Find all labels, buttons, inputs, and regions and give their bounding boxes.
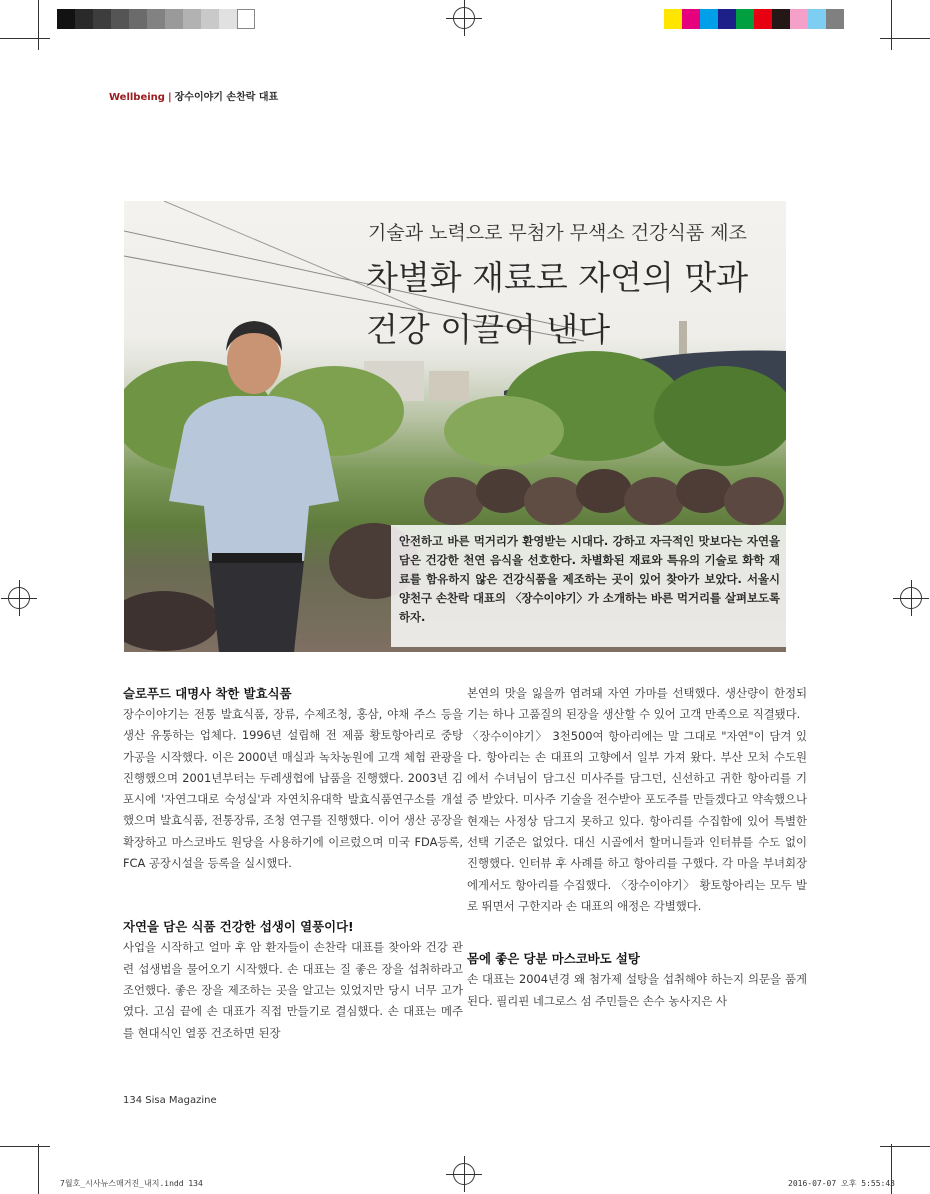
crop-mark: [38, 0, 39, 50]
color-swatch: [165, 9, 183, 29]
crop-mark: [880, 38, 930, 39]
color-swatch: [75, 9, 93, 29]
color-swatch: [129, 9, 147, 29]
color-swatch: [772, 9, 790, 29]
registration-mark: [453, 1163, 475, 1185]
color-swatch: [201, 9, 219, 29]
color-swatch: [736, 9, 754, 29]
print-slug-date: 2016-07-07 오후 5:55:43: [788, 1179, 895, 1188]
color-swatch: [682, 9, 700, 29]
header-subtitle: 장수이야기 손찬락 대표: [174, 92, 279, 103]
registration-mark: [453, 7, 475, 29]
header-separator: |: [167, 92, 172, 103]
article-title-line: 건강 이끌어 낸다: [366, 310, 611, 349]
section-heading: 자연을 담은 식품 건강한 섭생이 열풍이다!: [123, 919, 354, 935]
section-label: Wellbeing: [109, 92, 165, 103]
color-swatch: [183, 9, 201, 29]
registration-mark: [8, 587, 30, 609]
body-paragraph: 장수이야기는 전통 발효식품, 장류, 수제조청, 홍삼, 야채 주스 등을 생산 유통하는 업체다. 1996년 설립해 전 제품 황토항아리로 중탕 가공을 시작했다. 이은 2000년 매실과 녹차농원에 고객 체험 관광을 진행했으며 2001년부터는 두레생협에 납품을 진행했다. 2003년 김포시에 '자연그대로 숙성실'과 자연치유대학 발효식품연구소를 개설했으며 발효식품, 전통장류, 조청 연구를 진행했다. 이어 생산 공장을 확장하고 마스코바도 원당을 사용하기에 이르렀으며 미국 FDA등록, FCA 공장시설을 등록을 실시했다.: [123, 707, 463, 871]
crop-mark: [38, 1144, 39, 1194]
article-title-line: 차별화 재료로 자연의 맛과: [366, 258, 749, 297]
process-color-bar: [664, 9, 844, 29]
color-swatch: [790, 9, 808, 29]
print-slug-file: 7월호_시사뉴스매거진_내지.indd 134: [60, 1179, 203, 1188]
color-swatch: [237, 9, 255, 29]
color-swatch: [826, 9, 844, 29]
body-paragraph: 손 대표는 2004년경 왜 첨가제 설탕을 섭취해야 하는지 의문을 품게 된다. 필리핀 네그로스 섬 주민들은 손수 농사지은 사: [467, 972, 807, 1008]
registration-mark: [900, 587, 922, 609]
color-swatch: [754, 9, 772, 29]
body-paragraph: 본연의 맛을 잃을까 염려돼 자연 가마를 선택했다. 생산량이 한정되기는 하나 고품질의 된장을 생산할 수 있어 고객 만족으로 직결됐다.: [467, 686, 807, 722]
body-paragraph: 〈장수이야기〉 3천500여 항아리에는 말 그대로 "자연"이 담겨 있다. 항아리는 손 대표의 고향에서 일부 가져 왔다. 부산 모처 수도원에서 수녀님이 담그신 미사주를 담그던, 신선하고 귀한 항아리를 기증 받았다. 미사주 기술을 전수받아 포도주를 만들겠다고 약속했으나 현재는 사정상 담그지 못하고 있다. 항아리를 수집함에 있어 특별한 선택 기준은 없었다. 대신 시골에서 할머니들과 인터뷰를 수도 없이 진행했다. 인터뷰 후 사례를 하고 항아리를 구했다. 각 마을 부녀회장에게서도 항아리를 수집했다. 〈장수이야기〉 황토항아리는 모두 발로 뛰면서 구한지라 손 대표의 애정은 각별했다.: [467, 728, 807, 913]
color-swatch: [718, 9, 736, 29]
crop-mark: [0, 38, 50, 39]
body-column-left: [123, 683, 463, 1044]
grayscale-color-bar: [57, 9, 255, 29]
crop-mark: [0, 1146, 50, 1147]
article-title: [366, 252, 748, 356]
crop-mark: [891, 0, 892, 50]
color-swatch: [808, 9, 826, 29]
color-swatch: [57, 9, 75, 29]
color-swatch: [700, 9, 718, 29]
color-swatch: [93, 9, 111, 29]
section-heading: 슬로푸드 대명사 착한 발효식품: [123, 686, 292, 701]
color-swatch: [664, 9, 682, 29]
lead-paragraph: 안전하고 바른 먹거리가 환영받는 시대다. 강하고 자극적인 맛보다는 자연을 담은 건강한 천연 음식을 선호한다. 차별화된 재료와 특유의 기술로 화학 재료를 함유하지 않은 건강식품을 제조하는 곳이 있어 찾아가 보았다. 서울시 양천구 손찬락 대표의 〈장수이야기〉가 소개하는 바른 먹거리를 살펴보도록 하자.: [391, 525, 786, 647]
crop-mark: [880, 1146, 930, 1147]
section-heading: 몸에 좋은 당분 마스코바도 설탕: [467, 951, 640, 967]
body-column-right: [467, 683, 807, 1012]
article-kicker: 기술과 노력으로 무첨가 무색소 건강식품 제조: [368, 222, 747, 244]
body-paragraph: 사업을 시작하고 얼마 후 암 환자들이 손찬락 대표를 찾아와 건강 관련 섭생법을 물어오기 시작했다. 손 대표는 질 좋은 장을 섭취하라고 조언했다. 좋은 장을 제조하는 곳을 알고는 있었지만 당시 너무 고가였다. 고심 끝에 손 대표가 직접 만들기로 결심했다. 손 대표는 메주를 현대식인 열풍 건조하면 된장: [123, 940, 463, 1040]
color-swatch: [147, 9, 165, 29]
running-header: [109, 88, 278, 103]
color-swatch: [111, 9, 129, 29]
page-folio: 134 Sisa Magazine: [123, 1095, 217, 1106]
color-swatch: [219, 9, 237, 29]
